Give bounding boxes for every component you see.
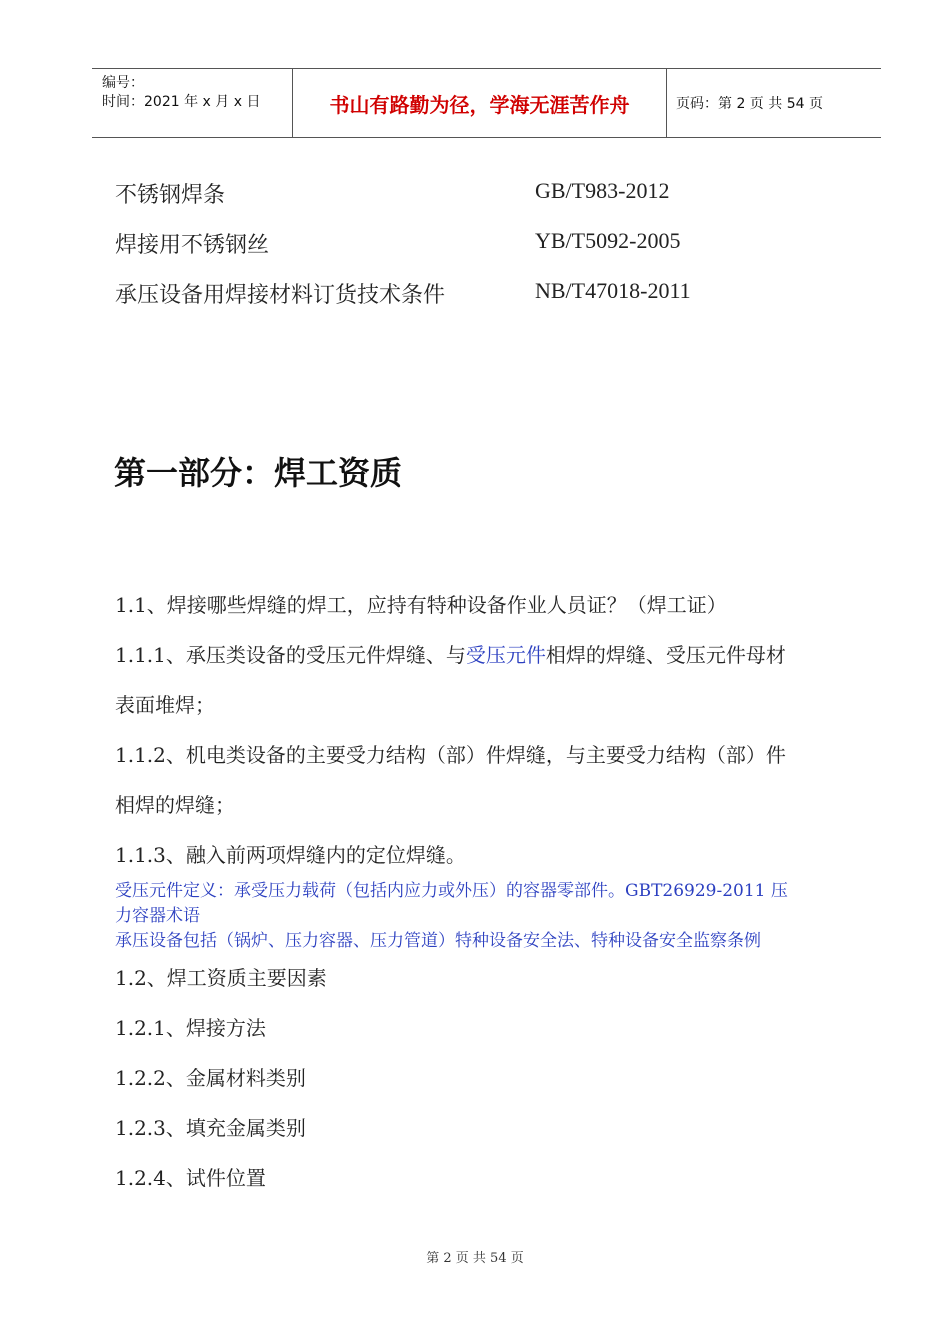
list-item: 1.2.3、填充金属类别	[115, 1116, 306, 1140]
header-time-label: 时间：2021 年 x 月 x 日	[102, 94, 261, 110]
reference-name: 不锈钢焊条	[115, 183, 226, 208]
list-item: 1.2.1、焊接方法	[115, 1016, 266, 1040]
page-footer: 第 2 页 共 54 页	[426, 1251, 524, 1266]
header-motto: 书山有路勤为径，学海无涯苦作舟	[329, 92, 630, 117]
paragraph-1-1-3: 1.1.3、融入前两项焊缝内的定位焊缝。	[115, 843, 466, 867]
header-page-info: 页码：第 2 页 共 54 页	[676, 96, 823, 112]
reference-code: GB/T983-2012	[535, 178, 670, 203]
section-title: 第一部分：焊工资质	[114, 454, 403, 492]
paragraph-text: 相焊的焊缝、受压元件母材	[545, 643, 786, 667]
reference-name: 承压设备用焊接材料订货技术条件	[115, 283, 446, 308]
note-line: 力容器术语	[115, 906, 200, 926]
header-meta	[92, 69, 292, 137]
paragraph-1-2: 1.2、焊工资质主要因素	[115, 966, 327, 990]
reference-code: YB/T5092-2005	[535, 228, 681, 253]
paragraph-text: 1.1.1、承压类设备的受压元件焊缝、与	[115, 643, 466, 667]
page-header	[92, 68, 881, 138]
list-item: 1.2.4、试件位置	[115, 1166, 266, 1190]
paragraph-1-1-1	[115, 639, 786, 668]
paragraph-1-1-2: 1.1.2、机电类设备的主要受力结构（部）件焊缝，与主要受力结构（部）件	[115, 743, 786, 767]
list-item: 1.2.2、金属材料类别	[115, 1066, 306, 1090]
header-number-label: 编号：	[102, 75, 144, 91]
note-line: 承压设备包括（锅炉、压力容器、压力管道）特种设备安全法、特种设备安全监察条例	[115, 931, 761, 951]
reference-name: 焊接用不锈钢丝	[115, 233, 270, 258]
paragraph-1-1-1-line2: 表面堆焊；	[115, 693, 215, 717]
reference-code: NB/T47018-2011	[535, 278, 691, 303]
highlight-link[interactable]: 受压元件	[465, 643, 546, 667]
header-motto-cell	[292, 69, 667, 137]
paragraph-1-1-2-line2: 相焊的焊缝；	[115, 793, 235, 817]
note-line: 受压元件定义：承受压力载荷（包括内应力或外压）的容器零部件。GBT26929-2011 压	[115, 881, 788, 901]
paragraph-1-1: 1.1、焊接哪些焊缝的焊工，应持有特种设备作业人员证？（焊工证）	[115, 593, 727, 617]
